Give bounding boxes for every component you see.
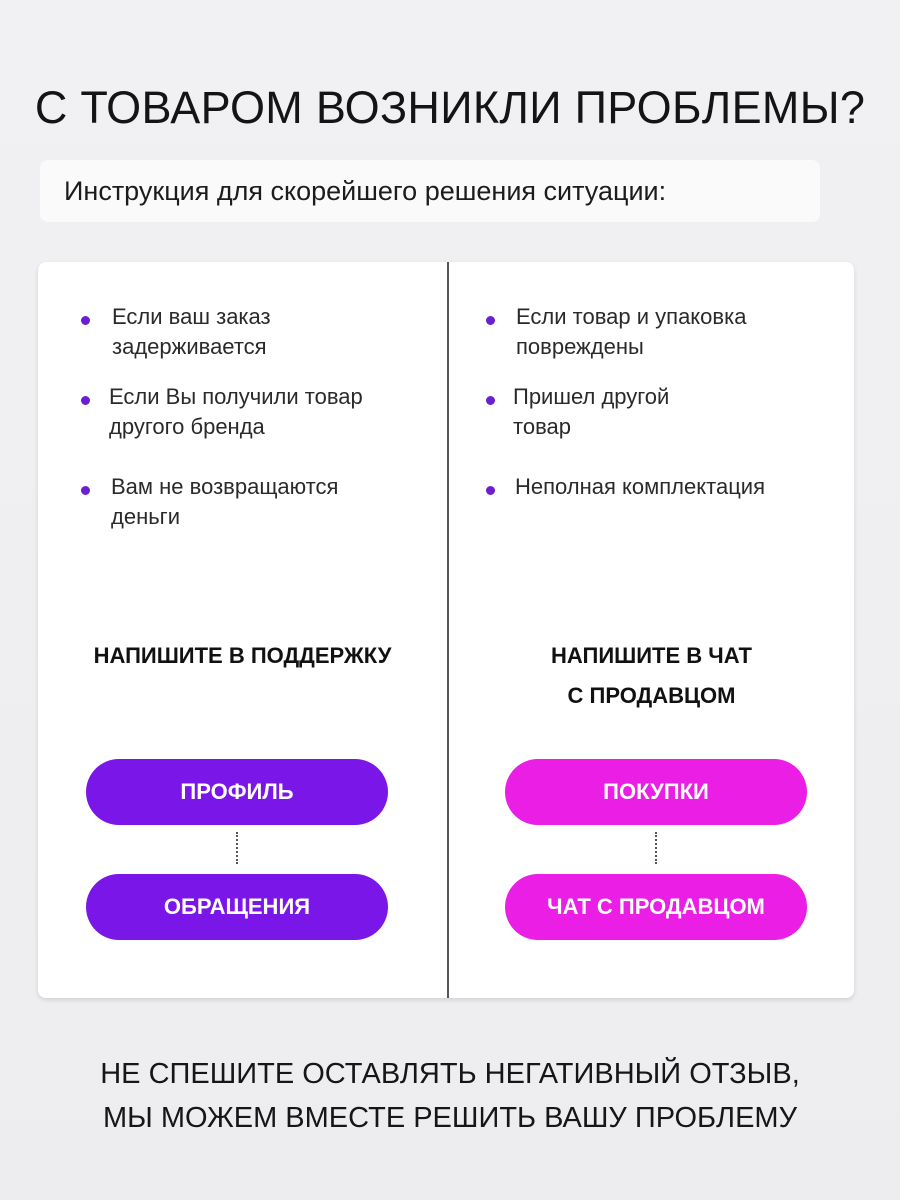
bullet-icon: [486, 396, 495, 405]
list-item-text: Если ваш заказ: [112, 304, 271, 329]
footer-line: МЫ МОЖЕМ ВМЕСТЕ РЕШИТЬ ВАШУ ПРОБЛЕМУ: [102, 1102, 798, 1134]
bullet-icon: [81, 486, 90, 495]
instruction-card: [38, 262, 854, 998]
footer-message: [0, 1052, 900, 1140]
step-connector: [236, 832, 238, 864]
list-item-text: Пришел другой: [513, 384, 670, 409]
footer-line: НЕ СПЕШИТЕ ОСТАВЛЯТЬ НЕГАТИВНЫЙ ОТЗЫВ,: [100, 1058, 800, 1090]
list-item-text: другого бренда: [109, 414, 265, 439]
list-item: [486, 472, 815, 502]
list-item-text: задерживается: [112, 334, 267, 359]
seller-chat-cta-heading: [449, 636, 854, 716]
list-item-text: Если товар и упаковка: [516, 304, 747, 329]
bullet-icon: [486, 316, 495, 325]
subtitle-box: [40, 160, 820, 222]
page-title: С ТОВАРОМ ВОЗНИКЛИ ПРОБЛЕМЫ?: [34, 82, 866, 133]
list-item-text: деньги: [111, 504, 180, 529]
step-connector: [655, 832, 657, 864]
list-item: [486, 382, 813, 442]
cta-line: НАПИШИТЕ В ЧАТ: [551, 643, 752, 668]
purchases-button[interactable]: ПОКУПКИ: [505, 759, 807, 825]
support-cta-heading: НАПИШИТЕ В ПОДДЕРЖКУ: [93, 643, 392, 668]
requests-button[interactable]: ОБРАЩЕНИЯ: [86, 874, 388, 940]
list-item: [81, 472, 411, 532]
cta-line: С ПРОДАВЦОМ: [567, 683, 736, 708]
list-item-text: товар: [513, 414, 571, 439]
list-item-text: Вам не возвращаются: [111, 474, 339, 499]
list-item: [486, 302, 816, 362]
profile-button[interactable]: ПРОФИЛЬ: [86, 759, 388, 825]
bullet-icon: [81, 316, 90, 325]
list-item: [81, 302, 412, 362]
column-divider: [447, 262, 449, 998]
list-item-text: Неполная комплектация: [515, 474, 765, 499]
list-item-text: Если Вы получили товар: [109, 384, 363, 409]
list-item: [81, 382, 409, 442]
bullet-icon: [81, 396, 90, 405]
subtitle: Инструкция для скорейшего решения ситуации:: [64, 176, 667, 206]
seller-chat-button[interactable]: ЧАТ С ПРОДАВЦОМ: [505, 874, 807, 940]
list-item-text: повреждены: [516, 334, 644, 359]
bullet-icon: [486, 486, 495, 495]
